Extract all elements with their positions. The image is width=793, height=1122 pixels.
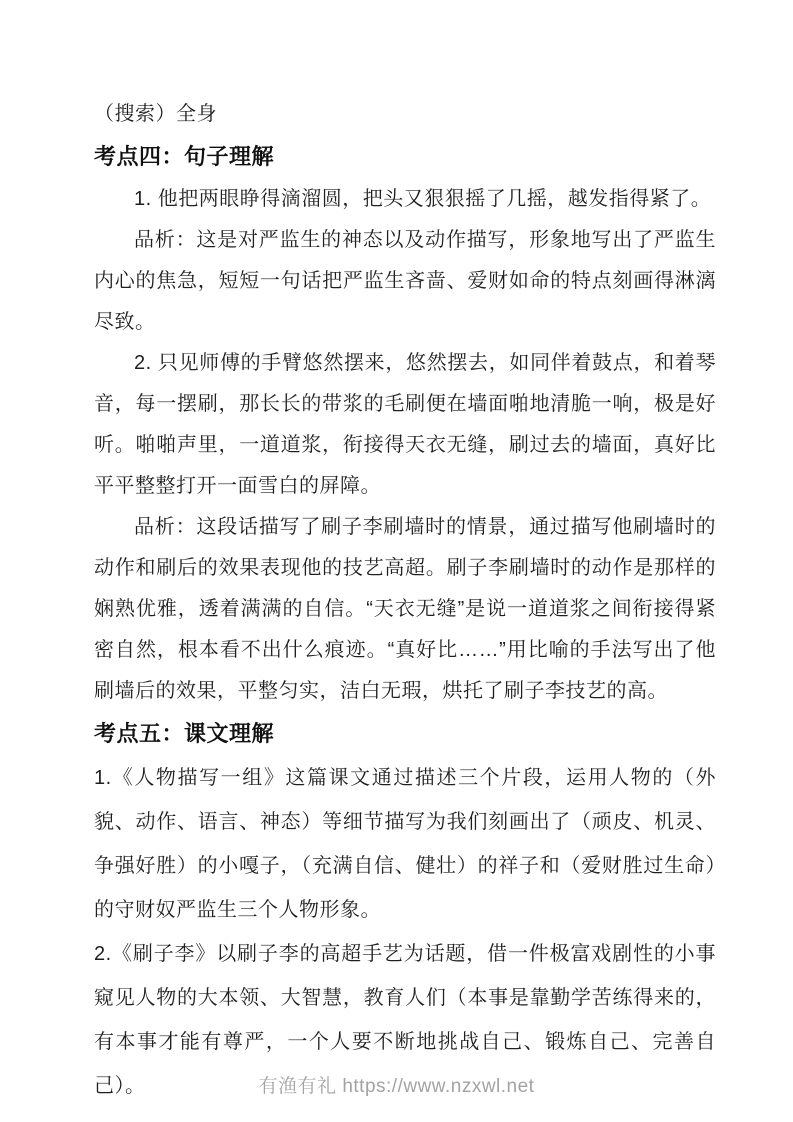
document-content: [94, 94, 716, 1108]
answer-line-search: （搜索）全身: [94, 103, 217, 125]
sentence-item-2: 2. 只见师傅的手臂悠然摆来，悠然摆去，如同伴着鼓点，和着琴音，每一摆刷，那长长的带浆的毛刷便在墙面啪地清脆一响，极是好听。啪啪声里，一道道浆，衔接得天衣无缝，刷过去的墙面，真好比平平整整打开一面雪白的屏障。: [94, 352, 716, 497]
course-comprehension-item-1: 1.《人物描写一组》这篇课文通过描述三个片段，运用人物的（外貌、动作、语言、神态）等细节描写为我们刻画出了（顽皮、机灵、争强好胜）的小嘎子，（充满自信、健壮）的祥子和（爱财胜过生命）的守财奴严监生三个人物形象。: [94, 767, 716, 921]
section-heading-kaodian-4: 考点四：句子理解: [94, 144, 275, 169]
section-heading-kaodian-5: 考点五：课文理解: [94, 721, 275, 746]
page-footer: [0, 1071, 793, 1098]
sentence-item-1: 1. 他把两眼睁得滴溜圆，把头又狠狠摇了几摇，越发指得紧了。: [134, 188, 712, 210]
analysis-paragraph-1: 品析：这是对严监生的神态以及动作描写，形象地写出了严监生内心的焦急，短短一句话把严监生吝啬、爱财如命的特点刻画得淋漓尽致。: [94, 229, 716, 333]
course-comprehension-item-2: 2.《刷子李》以刷子李的高超手艺为话题，借一件极富戏剧性的小事窥见人物的大本领、大智慧，教育人们（本事是靠勤学苦练得来的，有本事才能有尊严，一个人要不断地挑战自己、锻炼自己、完善自己）。: [94, 943, 716, 1097]
analysis-paragraph-2: 品析：这段话描写了刷子李刷墙时的情景，通过描写他刷墙时的动作和刷后的效果表现他的技艺高超。刷子李刷墙时的动作是那样的娴熟优雅，透着满满的自信。“天衣无缝”是说一道道浆之间衔接得紧密自然，根本看不出什么痕迹。“真好比……”用比喻的手法写出了他刷墙后的效果，平整匀实，洁白无瑕，烘托了刷子李技艺的高。: [94, 516, 716, 702]
footer-watermark: 有渔有礼 https://www.nzxwl.net: [258, 1076, 535, 1097]
